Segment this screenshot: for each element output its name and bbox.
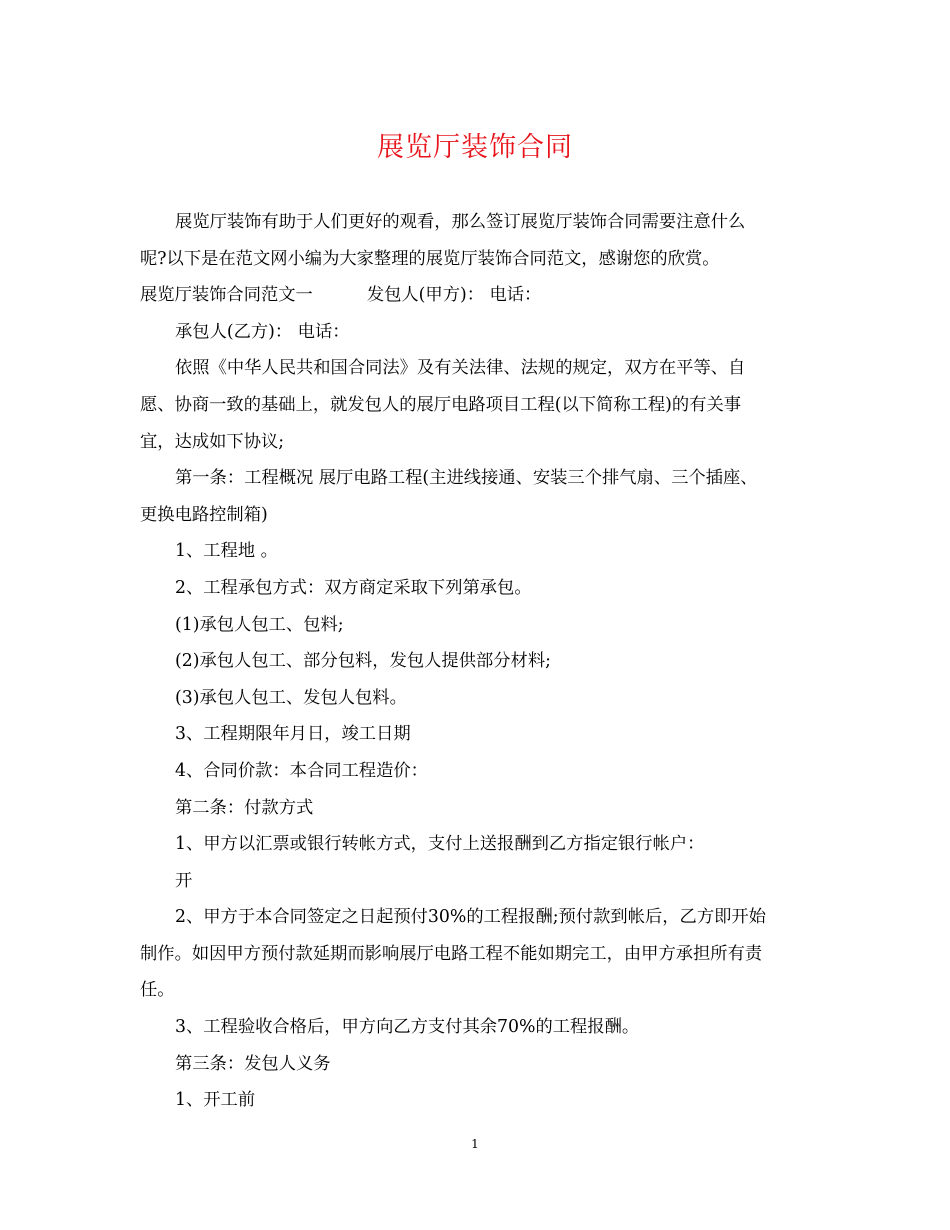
basis-paragraph-line: 宜，达成如下协议; bbox=[140, 431, 285, 452]
clause-item: 3、工程期限年月日，竣工日期 bbox=[175, 724, 411, 745]
intro-paragraph-line: 展览厅装饰有助于人们更好的观看，那么签订展览厅装饰合同需要注意什么 bbox=[175, 212, 746, 232]
basis-paragraph-line: 愿、协商一致的基础上，就发包人的展厅电路项目工程(以下简称工程)的有关事 bbox=[140, 394, 742, 415]
clause-item-line: 任。 bbox=[140, 980, 175, 1001]
clause-option: (3)承包人包工、发包人包料。 bbox=[175, 687, 407, 708]
party-b-line: 承包人(乙方)： 电话： bbox=[175, 321, 350, 342]
page-number: 1 bbox=[471, 1137, 479, 1151]
intro-paragraph-line: 呢?以下是在范文网小编为大家整理的展览厅装饰合同范文，感谢您的欣赏。 bbox=[140, 248, 720, 269]
article-1-line: 更换电路控制箱) bbox=[140, 504, 268, 525]
article-2-heading: 第二条：付款方式 bbox=[175, 797, 314, 818]
document-body bbox=[140, 204, 820, 1119]
clause-item: 4、合同价款：本合同工程造价： bbox=[175, 760, 428, 781]
clause-item-continuation: 开 bbox=[175, 870, 193, 891]
document-title: 展览厅装饰合同 bbox=[377, 132, 573, 163]
article-1-line: 第一条：工程概况 展厅电路工程(主进线接通、安装三个排气扇、三个插座、 bbox=[175, 468, 758, 489]
clause-option: (1)承包人包工、包料; bbox=[175, 614, 344, 635]
clause-item-line: 制作。如因甲方预付款延期而影响展厅电路工程不能如期完工，由甲方承担所有责 bbox=[140, 943, 763, 964]
clause-item: 1、甲方以汇票或银行转帐方式，支付上送报酬到乙方指定银行帐户： bbox=[175, 834, 705, 855]
party-a-line: 发包人(甲方)： 电话： bbox=[366, 285, 542, 306]
clause-item: 1、开工前 bbox=[175, 1090, 256, 1111]
clause-item: 2、工程承包方式：双方商定采取下列第承包。 bbox=[175, 577, 532, 598]
clause-item: 1、工程地 。 bbox=[175, 541, 278, 562]
clause-option: (2)承包人包工、部分包料，发包人提供部分材料; bbox=[175, 651, 551, 672]
contract-heading-row bbox=[140, 277, 820, 314]
contract-heading: 展览厅装饰合同范文一 bbox=[140, 285, 313, 306]
article-3-heading: 第三条：发包人义务 bbox=[175, 1053, 331, 1074]
clause-item: 3、工程验收合格后，甲方向乙方支付其余70%的工程报酬。 bbox=[175, 1017, 640, 1038]
clause-item-line: 2、甲方于本合同签定之日起预付30%的工程报酬;预付款到帐后，乙方即开始 bbox=[175, 907, 766, 928]
basis-paragraph-line: 依照《中华人民共和国合同法》及有关法律、法规的规定，双方在平等、自 bbox=[175, 358, 746, 379]
